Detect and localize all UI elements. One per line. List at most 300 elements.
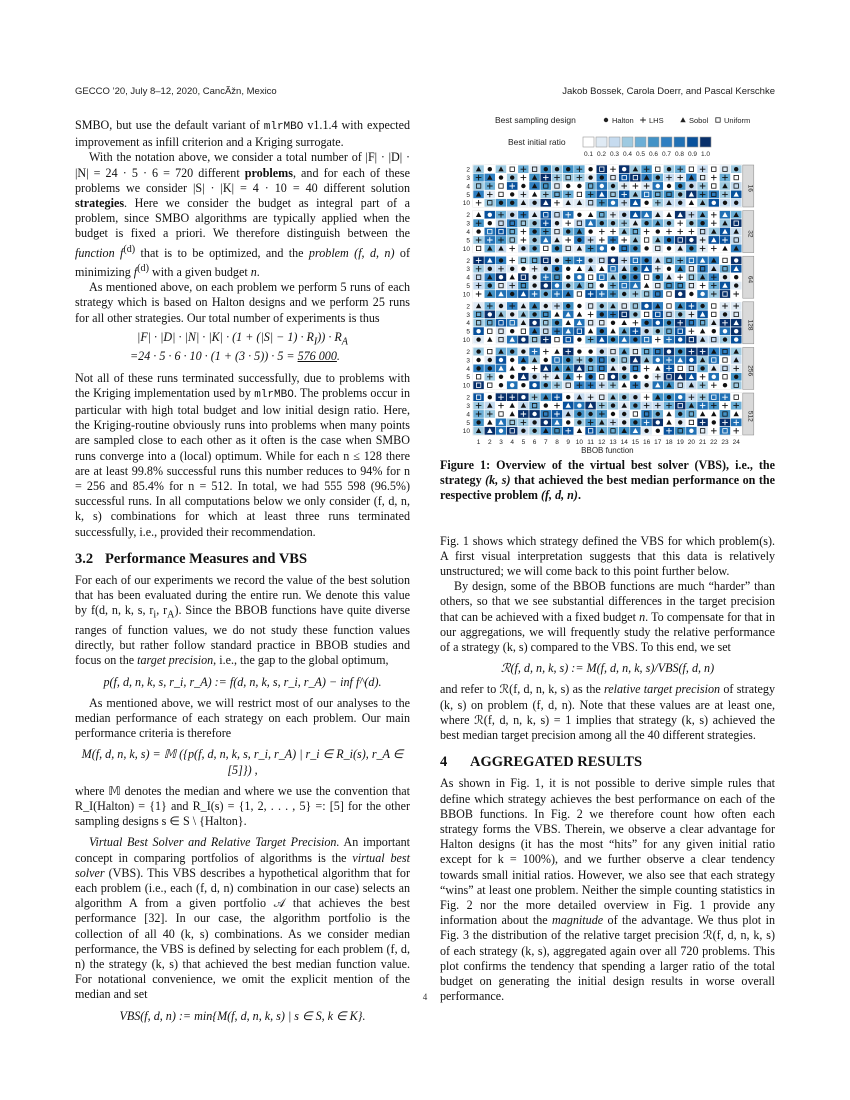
heatmap-cell [551,356,562,364]
x-tick-label: 7 [543,439,548,446]
row-label: 10 [462,428,470,436]
legend-ratio-swatch [674,137,685,147]
cell-marker-dot [734,167,738,171]
page-number: 4 [422,992,428,1002]
row-label: 4 [466,183,470,191]
cell-marker-dot [577,213,581,217]
heatmap-cell [551,273,562,281]
row-label: 2 [466,349,470,356]
x-tick-label: 9 [566,439,571,446]
cell-marker-dot [700,366,704,370]
heatmap-cell [495,281,506,289]
cell-marker-dot [499,383,503,387]
cell-marker-dot [532,221,536,225]
row-label: 4 [466,411,470,419]
heatmap-cell [540,211,551,219]
heatmap-cell [708,356,719,364]
cell-marker-dot [544,283,548,287]
heatmap-cell [708,182,719,190]
heatmap-cell [697,265,708,273]
heatmap-cell [731,310,742,318]
cell-marker-dot [577,349,581,353]
heatmap-cell [708,393,719,401]
cell-marker-dot [588,258,592,262]
cell-marker-dot [510,375,514,379]
cell-marker-dot [723,275,727,279]
x-tick-label: 11 [587,439,594,446]
x-axis-label: BBOB function [581,446,634,455]
cell-marker-dot [723,337,727,341]
cell-marker-dot [622,395,626,399]
heatmap-cell [708,335,719,343]
cell-marker-dot [656,275,660,279]
cell-marker-dot [544,383,548,387]
cell-marker-dot [611,337,615,341]
heatmap-cell [719,356,730,364]
legend-ratio-tick: 0.5 [635,151,646,158]
x-tick-label: 19 [676,439,684,446]
equation-median-performance: M(f, d, n, k, s) = 𝕄 ({p(f, d, n, k, s, r_i, r_A) | r_i ∈ R_i(s), r_A ∈ [5]}) , [81,747,404,777]
row-label: 5 [466,191,470,199]
left-column [75,118,410,1030]
heatmap-cell [551,182,562,190]
x-tick-label: 5 [521,439,526,446]
panel-budget-label: 256 [746,365,754,377]
cell-marker-dot [622,366,626,370]
cell-marker-dot [532,412,536,416]
legend-symbol-uniform [716,118,720,122]
cell-marker-dot [678,184,682,188]
cell-marker-dot [600,283,604,287]
cell-marker-dot [734,375,738,379]
cell-marker-dot [566,304,570,308]
cell-marker-dot [611,358,615,362]
cell-marker-dot [488,283,492,287]
x-tick-label: 4 [510,439,515,446]
heatmap-cell [574,290,585,298]
heatmap-cell [596,364,607,372]
cell-marker-dot [600,184,604,188]
heatmap-cell [719,290,730,298]
heatmap-cell [686,256,697,264]
x-tick-label: 20 [687,439,696,446]
cell-marker-dot [667,184,671,188]
cell-marker-dot [656,358,660,362]
heatmap-cell [686,273,697,281]
heatmap-cell [473,319,484,327]
cell-marker-dot [667,321,671,325]
row-label: 10 [462,200,470,208]
cell-marker-dot [656,175,660,179]
x-tick-label: 24 [732,439,740,446]
cell-marker-dot [544,267,548,271]
heatmap-cell [731,173,742,181]
cell-marker-dot [656,420,660,424]
cell-marker-dot [644,221,648,225]
legend-ratio-tick: 1.0 [700,151,711,158]
legend-ratio-tick: 0.4 [622,151,633,158]
row-label: 5 [466,237,470,245]
cell-marker-dot [611,321,615,325]
heatmap-cell [675,327,686,335]
heatmap-cell [484,199,495,207]
cell-marker-dot [656,329,660,333]
cell-marker-dot [588,349,592,353]
heatmap-cell [540,410,551,418]
cell-marker-dot [667,395,671,399]
heatmap-cell [641,335,652,343]
cell-marker-dot [521,337,525,341]
heatmap-cell [473,381,484,389]
heatmap-cell [540,310,551,318]
legend-ratio-swatch [635,137,646,147]
cell-marker-dot [499,358,503,362]
heatmap-cell [507,219,518,227]
running-header-left: GECCO ’20, July 8–12, 2020, CancÃžn, Mexico [75,86,277,97]
heatmap-cell [518,219,529,227]
cell-marker-dot [566,167,570,171]
heatmap-cell [529,165,540,173]
cell-marker-dot [521,246,525,250]
cell-marker-dot [476,420,480,424]
cell-marker-dot [622,275,626,279]
row-label: 4 [466,274,470,282]
heatmap-cell [697,319,708,327]
cell-marker-dot [577,275,581,279]
legend-ratio-title: Best initial ratio [508,137,566,147]
heatmap-cell [495,327,506,335]
cell-marker-dot [667,167,671,171]
legend-ratio-tick: 0.8 [674,151,685,158]
cell-marker-dot [521,184,525,188]
heatmap-cell [596,273,607,281]
row-label: 3 [466,220,470,228]
heatmap-cell [719,364,730,372]
cell-marker-dot [611,201,615,205]
heatmap-cell [652,347,663,355]
cell-marker-dot [644,304,648,308]
cell-marker-dot [510,358,514,362]
heatmap-cell [675,401,686,409]
row-label: 3 [466,403,470,410]
heatmap-cell [529,401,540,409]
cell-marker-dot [678,395,682,399]
row-label: 10 [462,337,470,344]
legend-symbol-halton [604,118,608,122]
cell-marker-dot [488,267,492,271]
cell-marker-dot [700,304,704,308]
cell-marker-dot [734,283,738,287]
heatmap-cell [473,182,484,190]
heatmap-cell [652,310,663,318]
heatmap-cell [596,393,607,401]
heatmap-cell [540,182,551,190]
heatmap-cell [719,256,730,264]
figure-caption: Figure 1: Overview of the virtual best solver (VBS), i.e., the strategy (k, s) that achieved the best median performance on the respective problem (f, d, n). [440,458,776,503]
cell-marker-dot [611,375,615,379]
heatmap-cell [675,381,686,389]
heatmap-cell [596,211,607,219]
heatmap-cell [507,427,518,435]
heatmap-cell [641,410,652,418]
cell-marker-dot [600,312,604,316]
cell-marker-dot [588,358,592,362]
cell-marker-dot [476,349,480,353]
row-label: 4 [466,365,470,373]
equation-relative-precision: ℛ(f, d, n, k, s) := M(f, d, n, k, s)/VBS(f, d, n) [500,661,715,676]
paragraph-relative-precision: and refer to ℛ(f, d, n, k, s) as the relative target precision of strategy (k, s) on problem (f, d, n). Note that these values are at least one, where ℛ(f, d, n, k, s) = 1 implies that strategy (k, s) achieved the best median target precision among all the 40 different strategies. [440,682,775,743]
cell-marker-dot [734,275,738,279]
cell-marker-dot [510,192,514,196]
cell-marker-dot [600,349,604,353]
x-tick-label: 15 [631,439,640,446]
heatmap-cell [563,244,574,252]
cell-marker-dot [633,275,637,279]
cell-marker-dot [544,420,548,424]
row-label: 2 [466,257,470,265]
cell-marker-dot [532,283,536,287]
cell-marker-dot [544,403,548,407]
heatmap-cell [473,310,484,318]
cell-marker-dot [555,246,559,250]
heatmap-cell [473,373,484,381]
legend-ratio-swatch [700,137,711,147]
heatmap-cell [585,182,596,190]
cell-marker-dot [555,221,559,225]
cell-marker-dot [633,375,637,379]
heatmap-cell [686,281,697,289]
paragraph-fig1: Fig. 1 shows which strategy defined the VBS for which problem(s). A first visual interpretation suggests that this data is relatively unstructured; we will come back to this point further below. [440,533,775,579]
heatmap-cell [507,319,518,327]
heatmap-cell [585,199,596,207]
heatmap-cell [585,273,596,281]
cell-marker-dot [723,312,727,316]
cell-marker-dot [566,267,570,271]
heatmap-cell [630,410,641,418]
cell-marker-dot [488,366,492,370]
heatmap-cell [686,364,697,372]
cell-marker-dot [488,221,492,225]
cell-marker-dot [510,383,514,387]
cell-marker-dot [644,375,648,379]
heatmap-cell [574,190,585,198]
heatmap-cell [675,427,686,435]
equation-vbs: VBS(f, d, n) := min{M(f, d, n, k, s) | s ∈ S, k ∈ K}. [119,1008,366,1023]
heatmap-cell [619,302,630,310]
cell-marker-dot [644,201,648,205]
cell-marker-dot [566,275,570,279]
cell-marker-dot [700,221,704,225]
row-label: 2 [466,394,470,402]
cell-marker-dot [499,275,503,279]
row-label: 3 [466,357,470,365]
heatmap-cell [686,418,697,426]
paragraph-runs: As mentioned above, on each problem we perform 5 runs of each strategy which is based on Halton designs and we perform 25 runs for all other strategies. Our total number of experiments is thus [75,280,410,325]
row-label: 10 [462,245,470,253]
cell-marker-dot [712,375,716,379]
heatmap-cell [719,265,730,273]
heatmap-cell [585,281,596,289]
legend-design-title: Best sampling design [495,115,576,125]
heatmap-cell [630,256,641,264]
cell-marker-dot [689,429,693,433]
cell-marker-dot [644,429,648,433]
row-label: 5 [466,374,470,382]
x-tick-label: 13 [609,439,617,446]
heatmap-cell [652,190,663,198]
cell-marker-dot [611,412,615,416]
cell-marker-dot [532,238,536,242]
cell-marker-dot [633,420,637,424]
heatmap-cell [585,319,596,327]
heatmap-cell [596,356,607,364]
cell-marker-dot [521,395,525,399]
heatmap-cell [652,244,663,252]
cell-marker-dot [667,267,671,271]
row-label: 10 [462,291,470,299]
heatmap-cell [731,182,742,190]
heatmap-cell [585,427,596,435]
cell-marker-dot [510,312,514,316]
paragraph-harder: By design, some of the BBOB functions are much “harder” than others, so that we see substantial differences in the target precision that can be achieved with a fixed budget n. To compensate for that in our aggregations, we will frequently study the relative performance of a strategy (k, s) compared to the VBS. To this end, we set [440,579,776,655]
cell-marker-dot [488,358,492,362]
heatmap-cell [551,227,562,235]
cell-marker-dot [622,412,626,416]
heatmap-cell [630,364,641,372]
legend-ratio-swatch [609,137,620,147]
row-label: 3 [466,266,470,274]
heatmap-cell [495,182,506,190]
right-column [440,452,775,1005]
heatmap-cell [619,356,630,364]
legend-ratio-swatch [622,137,633,147]
paragraph-failures: Not all of these runs terminated successfully, due to problems with the Kriging implementation used by mlrMBO. The problems occur in particular with high total budget and low initial design ratio. Here, the Kriging-routine obviously runs into problems when many points are sampled close to each other as it often is the case when SMBO runs converge into a (local) optimum. While for each n ≤ 128 there are at least 99.8% successful runs this number reduces to 94% for n = 256 and 85.4% for n = 512. In total, we had 555 598 (96.5%) successful runs. In all computations below we only consider (f, d, n, k, s) combinations for which at least three runs terminated successfully, i.e., provided their recommendation. [75,370,410,539]
cell-marker-dot [532,383,536,387]
cell-marker-dot [510,201,514,205]
heatmap-cell [551,211,562,219]
cell-marker-dot [476,358,480,362]
cell-marker-dot [566,283,570,287]
x-tick-label: 14 [620,439,628,446]
heatmap-cell [518,273,529,281]
paragraph-median: As mentioned above, we will restrict most of our analyses to the median performance of each strategy on each problem. Our main performance criteria is therefore [75,695,410,741]
cell-marker-dot [678,337,682,341]
cell-marker-dot [544,358,548,362]
heatmap-cell [540,256,551,264]
cell-marker-dot [644,246,648,250]
cell-marker-dot [611,258,615,262]
equation-target-precision: p(f, d, n, k, s, r_i, r_A) := f(d, n, k, s, r_i, r_A) − inf f^(d). [103,674,382,689]
x-tick-label: 17 [654,439,662,446]
heatmap-cell [675,236,686,244]
cell-marker-dot [678,201,682,205]
legend-ratio-tick: 0.7 [661,151,672,158]
heatmap-cell [663,302,674,310]
cell-marker-dot [611,403,615,407]
heatmap-cell [663,281,674,289]
cell-marker-dot [510,292,514,296]
cell-marker-dot [633,246,637,250]
x-tick-label: 21 [698,439,707,446]
cell-marker-dot [555,258,559,262]
legend-ratio-tick: 0.2 [596,151,607,158]
cell-marker-dot [532,375,536,379]
cell-marker-dot [667,221,671,225]
row-label: 5 [466,419,470,427]
heatmap-cell [551,190,562,198]
cell-marker-dot [566,395,570,399]
cell-marker-dot [734,201,738,205]
cell-marker-dot [600,246,604,250]
cell-marker-dot [678,412,682,416]
heatmap-cell [563,381,574,389]
paragraph-target-precision: For each of our experiments we record the value of the best solution that has been evaluated during the entire run. We denote this value by f(d, n, k, s, $r_i$, $r_A$). Since the BBOB functions have quite diverse ranges of function values, we do not study these function values directly, but rather follow standard practice in BBOB studies and focus on the target precision, i.e., the gap to the global optimum, [75,572,411,668]
heatmap-cell [652,165,663,173]
cell-marker-dot [521,366,525,370]
heatmap-cell [686,165,697,173]
heatmap-cell [574,219,585,227]
cell-marker-dot [600,221,604,225]
cell-marker-dot [723,201,727,205]
heatmap-cell [697,227,708,235]
cell-marker-dot [499,304,503,308]
cell-marker-dot [712,329,716,333]
cell-marker-dot [544,292,548,296]
cell-marker-dot [510,175,514,179]
row-label: 2 [466,212,470,220]
vbs-heatmap-figure [440,112,775,455]
heatmap-cell [563,173,574,181]
cell-marker-dot [600,175,604,179]
cell-marker-dot [499,258,503,262]
cell-marker-dot [656,429,660,433]
cell-marker-dot [644,329,648,333]
cell-marker-dot [532,321,536,325]
heatmap-cell [518,327,529,335]
heatmap-cell [708,165,719,173]
cell-marker-dot [734,329,738,333]
cell-marker-dot [521,383,525,387]
heatmap-cell [596,373,607,381]
row-label: 3 [466,311,470,319]
cell-marker-dot [622,292,626,296]
heatmap-cell [731,381,742,389]
legend-ratio-swatch [583,137,594,147]
heatmap-cell [540,327,551,335]
cell-marker-dot [476,337,480,341]
row-label: 10 [462,382,470,390]
cell-marker-dot [611,221,615,225]
cell-marker-dot [532,246,536,250]
x-tick-label: 23 [721,439,729,446]
heatmap-cell [697,173,708,181]
cell-marker-dot [499,201,503,205]
heatmap-cell [473,244,484,252]
heatmap-cell [585,364,596,372]
legend-label-uniform: Uniform [724,116,751,125]
cell-marker-dot [521,267,525,271]
legend-ratio-swatch [596,137,607,147]
x-tick-label: 22 [710,439,718,446]
legend-label-sobol: Sobol [689,116,709,125]
cell-marker-dot [521,349,525,353]
heatmap-cell [495,227,506,235]
panel-budget-label: 16 [746,184,754,192]
section-heading-4: 4 AGGREGATED RESULTS [440,754,643,771]
heatmap-cell [675,364,686,372]
cell-marker-dot [588,167,592,171]
cell-marker-dot [577,304,581,308]
